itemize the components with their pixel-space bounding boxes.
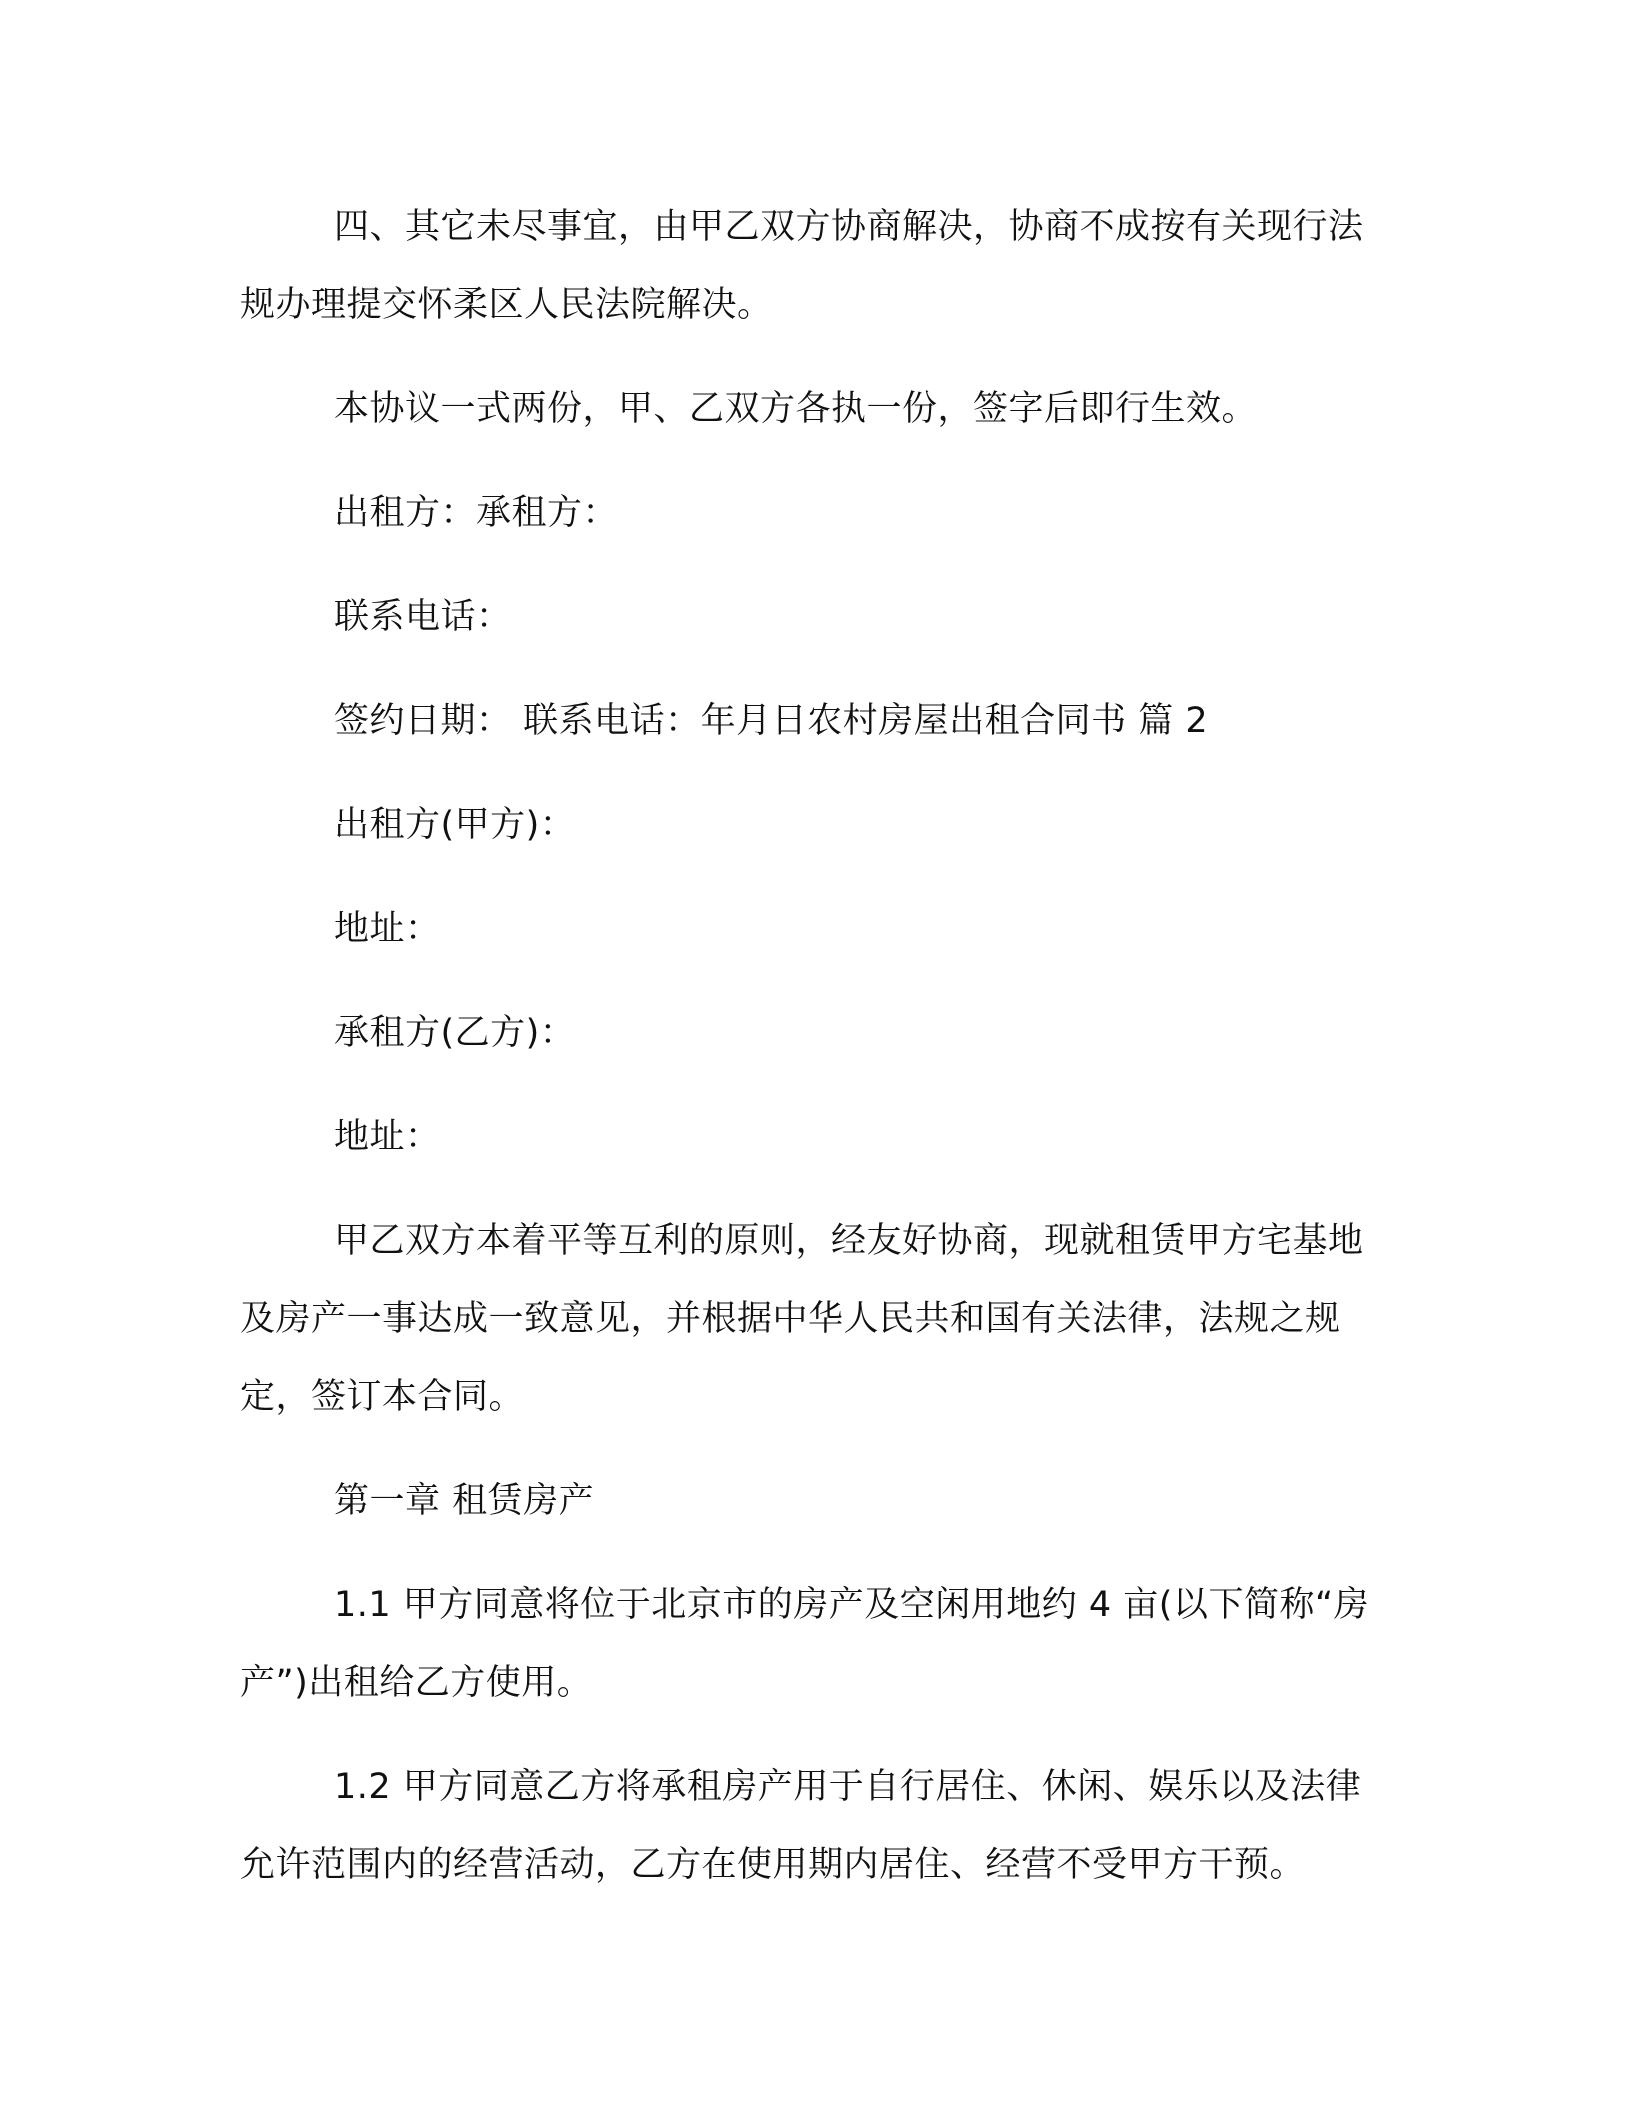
paragraph-preamble: 甲乙双方本着平等互利的原则，经友好协商，现就租赁甲方宅基地及房产一事达成一致意见，并根据中华人民共和国有关法律，法规之规定，签订本合同。 xyxy=(240,1221,1364,1417)
paragraph-lessor-lessee: 出租方：承租方： xyxy=(334,493,619,533)
paragraph-party-b: 承租方(乙方)： xyxy=(334,1013,576,1053)
document-body xyxy=(240,188,1380,1930)
paragraph-dispute-resolution: 四、其它未尽事宜，由甲乙双方协商解决，协商不成按有关现行法规办理提交怀柔区人民法院解决。 xyxy=(240,207,1364,325)
paragraph-party-b-address: 地址： xyxy=(334,1117,441,1157)
paragraph-contact-phone: 联系电话： xyxy=(334,597,512,637)
paragraph-signing-date: 签约日期： 联系电话：年月日农村房屋出租合同书 篇 2 xyxy=(334,701,1209,741)
clause-1-2: 1.2 甲方同意乙方将承租房产用于自行居住、休闲、娱乐以及法律允许范围内的经营活动，乙方在使用期内居住、经营不受甲方干预。 xyxy=(240,1767,1362,1885)
chapter-heading: 第一章 租赁房产 xyxy=(334,1481,595,1521)
paragraph-party-a-address: 地址： xyxy=(334,909,441,949)
paragraph-party-a: 出租方(甲方)： xyxy=(334,805,576,845)
clause-1-1: 1.1 甲方同意将位于北京市的房产及空闲用地约 4 亩(以下简称“房产”)出租给乙方使用。 xyxy=(240,1585,1370,1703)
paragraph-copies: 本协议一式两份，甲、乙双方各执一份，签字后即行生效。 xyxy=(334,389,1258,429)
